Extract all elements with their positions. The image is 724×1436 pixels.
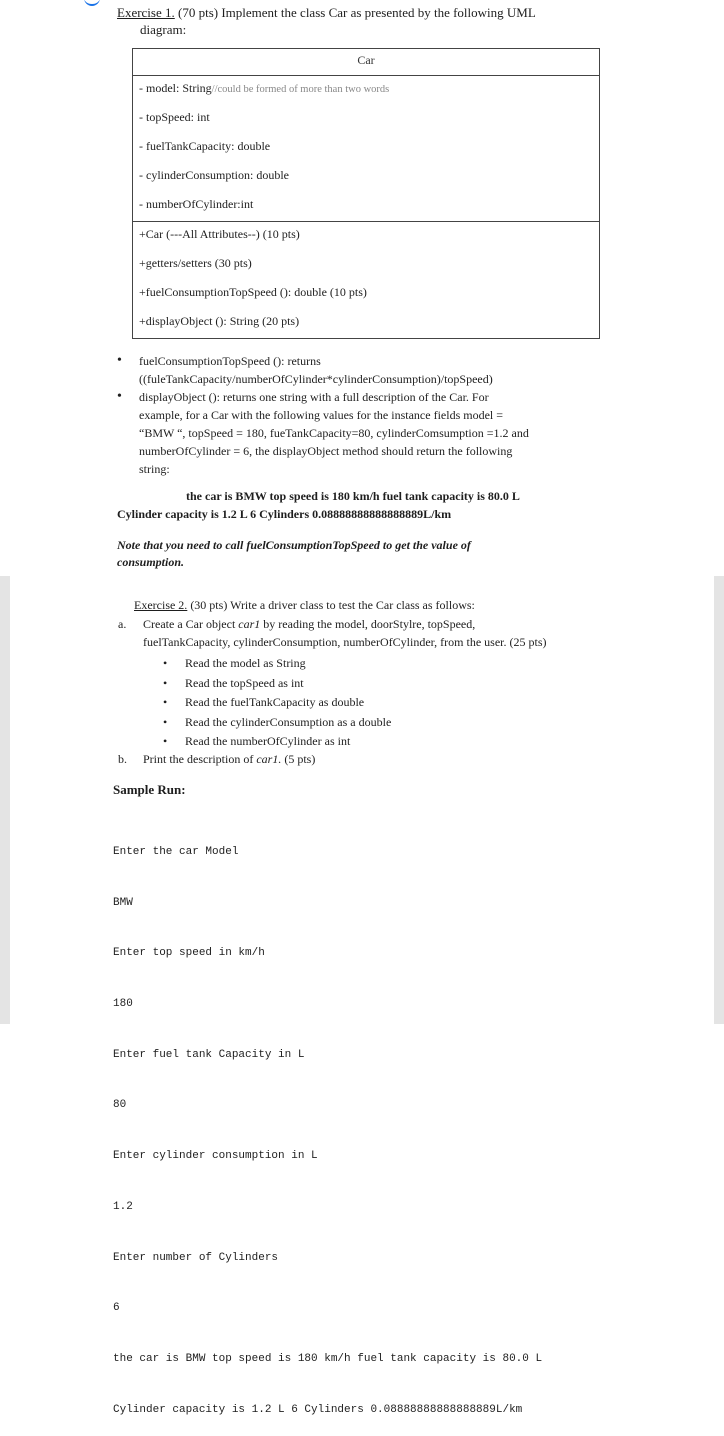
exercise1-header-text: (70 pts) Implement the class Car as presented by the following UML — [174, 5, 536, 20]
bullet-dot-icon: • — [117, 389, 122, 404]
uml-attribute — [133, 105, 599, 134]
uml-method: +displayObject (): String (20 pts) — [139, 314, 300, 328]
console-line: 6 — [113, 1302, 120, 1315]
bullet-display-object — [139, 388, 529, 478]
item-a-text: Create a Car object — [143, 617, 239, 631]
bullet-line: ((fuleTankCapacity/numberOfCylinder*cylinderConsumption)/topSpeed) — [139, 372, 493, 386]
list-item-text: Read the model as String — [185, 656, 306, 670]
item-a-text: by reading the model, doorStylre, topSpeed, — [260, 617, 476, 631]
console-line: Enter fuel tank Capacity in L — [113, 1048, 305, 1061]
uml-attribute — [133, 76, 599, 105]
bullet-dot-icon: • — [117, 353, 122, 368]
uml-methods — [133, 222, 599, 338]
bullet-line: fuelConsumptionTopSpeed (): returns — [139, 354, 321, 368]
uml-method: +getters/setters (30 pts) — [139, 256, 252, 270]
expected-output-line2: Cylinder capacity is 1.2 L 6 Cylinders 0.08888888888888889L/km — [117, 507, 452, 521]
console-line: Enter the car Model — [113, 845, 239, 858]
exercise1-header — [117, 5, 536, 21]
uml-attribute — [133, 134, 599, 163]
list-item — [163, 713, 391, 733]
uml-attribute — [133, 163, 599, 192]
bullet-line: example, for a Car with the following values for the instance fields model = — [139, 408, 503, 422]
uml-attribute-text: - model: String — [139, 81, 212, 95]
console-line: Enter number of Cylinders — [113, 1251, 279, 1264]
bullet-line: numberOfCylinder = 6, the displayObject method should return the following — [139, 444, 513, 458]
console-line: BMW — [113, 896, 133, 909]
sample-run-label: Sample Run: — [113, 782, 186, 797]
uml-method: +fuelConsumptionTopSpeed (): double (10 pts) — [139, 285, 367, 299]
list-item — [163, 654, 391, 674]
bullet-line: “BMW “, topSpeed = 180, fueTankCapacity=80, cylinderComsumption =1.2 and — [139, 426, 529, 440]
read-steps-list — [163, 654, 391, 752]
bullet-dot-icon: • — [163, 656, 168, 670]
uml-method: +Car (---All Attributes--) (10 pts) — [139, 227, 300, 241]
console-output — [113, 810, 542, 1436]
exercise1-title: Exercise 1. — [117, 5, 175, 20]
list-item-text: Read the fuelTankCapacity as double — [185, 695, 365, 709]
note-line1: Note that you need to call fuelConsumptionTopSpeed to get the value of — [117, 538, 471, 552]
item-b-line — [143, 752, 315, 767]
item-b-text: (5 pts) — [281, 752, 316, 766]
bullet-dot-icon: • — [163, 714, 168, 729]
uml-attribute-text: - fuelTankCapacity: double — [139, 139, 271, 153]
bullet-fuel-consumption — [139, 352, 493, 388]
bullet-line: string: — [139, 462, 170, 476]
bullet-dot-icon: • — [163, 695, 168, 709]
item-a-line2: fuelTankCapacity, cylinderConsumption, numberOfCylinder, from the user. (25 pts) — [143, 635, 547, 649]
console-line: 180 — [113, 997, 133, 1010]
exercise2-header — [134, 598, 475, 613]
uml-attribute — [133, 192, 599, 221]
exercise2-title: Exercise 2. — [134, 598, 188, 612]
decorative-arc — [84, 0, 100, 6]
bullet-dot-icon: • — [163, 734, 168, 748]
console-line: 80 — [113, 1099, 127, 1112]
uml-attributes — [133, 76, 599, 222]
uml-class-name: Car — [133, 49, 599, 76]
uml-attribute-text: - numberOfCylinder:int — [139, 197, 254, 211]
uml-class-diagram — [132, 48, 600, 339]
uml-attribute-note: //could be formed of more than two words — [211, 84, 390, 95]
uml-attribute-text: - topSpeed: int — [139, 110, 210, 124]
list-item-text: Read the numberOfCylinder as int — [185, 734, 351, 748]
uml-attribute-text: - cylinderConsumption: double — [139, 168, 289, 182]
list-item-text: Read the cylinderConsumption as a double — [185, 714, 392, 729]
list-item-text: Read the topSpeed as int — [185, 675, 304, 690]
console-line: the car is BMW top speed is 180 km/h fuel tank capacity is 80.0 L — [113, 1353, 543, 1365]
bullet-line: displayObject (): returns one string with a full description of the Car. For — [139, 390, 489, 404]
exercise1-header-line2: diagram: — [140, 22, 187, 37]
item-a-line1 — [143, 617, 475, 632]
exercise2-header-text: (30 pts) Write a driver class to test the Car class as follows: — [187, 598, 475, 612]
list-item — [163, 693, 391, 713]
list-item — [163, 674, 391, 694]
list-item — [163, 732, 391, 752]
item-b-label: b. — [118, 752, 127, 766]
item-b-var: car1. — [256, 752, 282, 766]
item-a-label: a. — [118, 617, 127, 631]
item-b-text: Print the description of — [143, 752, 257, 766]
bullet-dot-icon: • — [163, 675, 168, 690]
console-line: Enter cylinder consumption in L — [113, 1150, 318, 1163]
item-a-var: car1 — [238, 617, 261, 631]
console-line: Cylinder capacity is 1.2 L 6 Cylinders 0.08888888888888889L/km — [113, 1403, 523, 1416]
expected-output-line1: the car is BMW top speed is 180 km/h fuel tank capacity is 80.0 L — [186, 489, 520, 503]
note-line2: consumption. — [117, 555, 185, 569]
console-line: 1.2 — [113, 1200, 133, 1213]
console-line: Enter top speed in km/h — [113, 947, 265, 960]
